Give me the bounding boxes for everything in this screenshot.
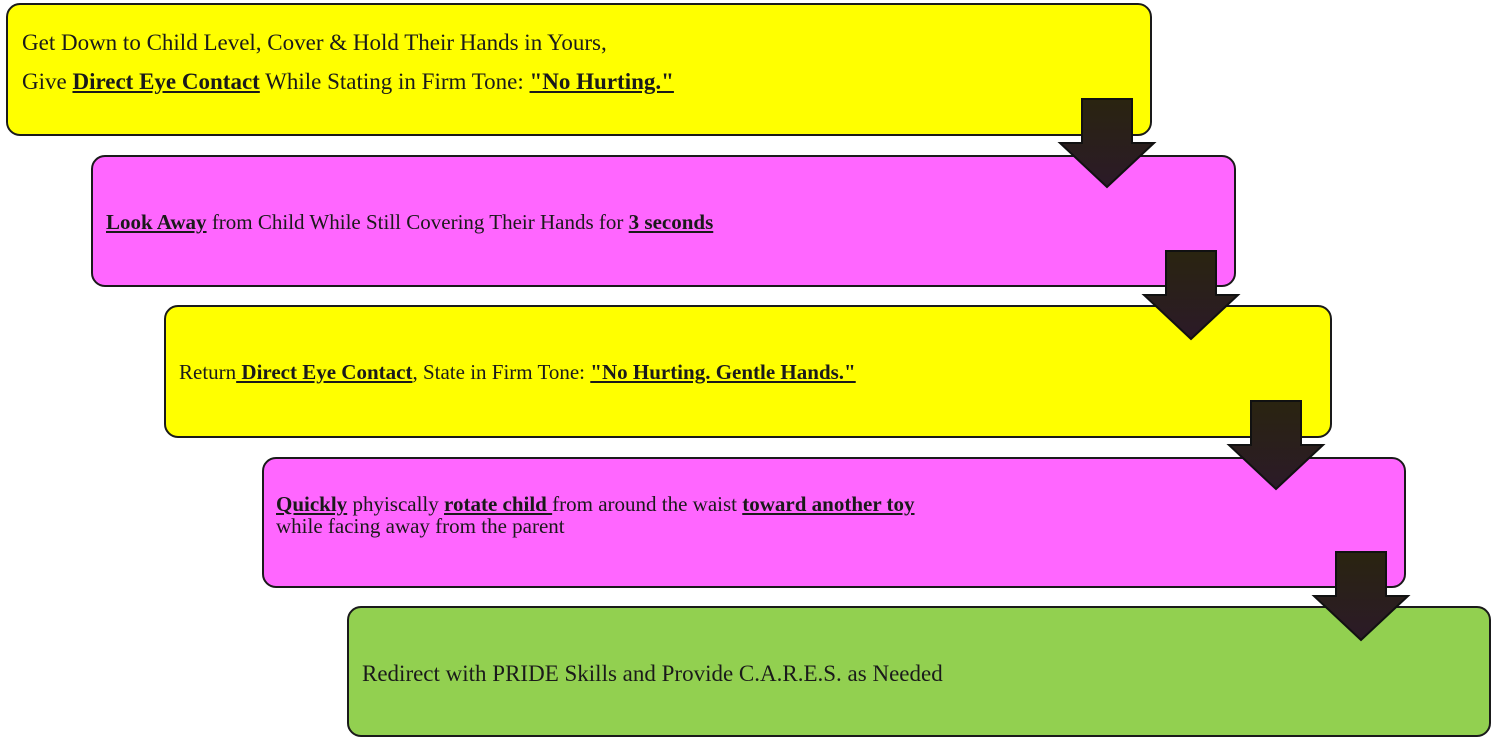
- step-4-line-2: while facing away from the parent: [276, 514, 565, 538]
- step-1-box: [6, 3, 1152, 136]
- step-3-return: Return: [179, 360, 237, 384]
- step-4-text: [276, 493, 915, 537]
- down-arrow-icon: [1226, 399, 1326, 491]
- step-3-gentle-hands: "No Hurting. Gentle Hands.": [590, 360, 856, 384]
- step-2-three-seconds: 3 seconds: [628, 210, 714, 234]
- step-4-phyiscally: phyiscally: [347, 492, 445, 516]
- step-4-another-toy: toward another toy: [742, 492, 915, 516]
- step-5-text: Redirect with PRIDE Skills and Provide C.A.R.E.S. as Needed: [362, 661, 943, 686]
- step-4-rotate-child: rotate child: [444, 492, 553, 516]
- down-arrow-icon: [1057, 97, 1157, 189]
- step-3-direct-eye-contact: Direct Eye Contact: [236, 360, 413, 384]
- step-2-text: [106, 207, 713, 237]
- step-4-waist: from around the waist: [552, 492, 743, 516]
- step-3-firm-tone: , State in Firm Tone:: [412, 360, 591, 384]
- step-1-text: [22, 23, 674, 101]
- step-1-line-1: Get Down to Child Level, Cover & Hold Their Hands in Yours,: [22, 30, 607, 55]
- step-1-direct-eye-contact: Direct Eye Contact: [72, 69, 260, 94]
- step-3-text: [179, 357, 856, 387]
- step-1-line-2: [22, 62, 674, 101]
- down-arrow-icon: [1311, 550, 1411, 642]
- down-arrow-icon: [1141, 249, 1241, 341]
- step-1-no-hurting: "No Hurting.": [529, 69, 674, 94]
- step-4-quickly: Quickly: [276, 492, 348, 516]
- step-1-give: Give: [22, 69, 73, 94]
- step-4-line-1: [276, 493, 915, 515]
- step-1-firm-tone: While Stating in Firm Tone:: [259, 69, 530, 94]
- step-2-look-away: Look Away: [106, 210, 207, 234]
- step-2-covering: from Child While Still Covering Their Hands for: [206, 210, 629, 234]
